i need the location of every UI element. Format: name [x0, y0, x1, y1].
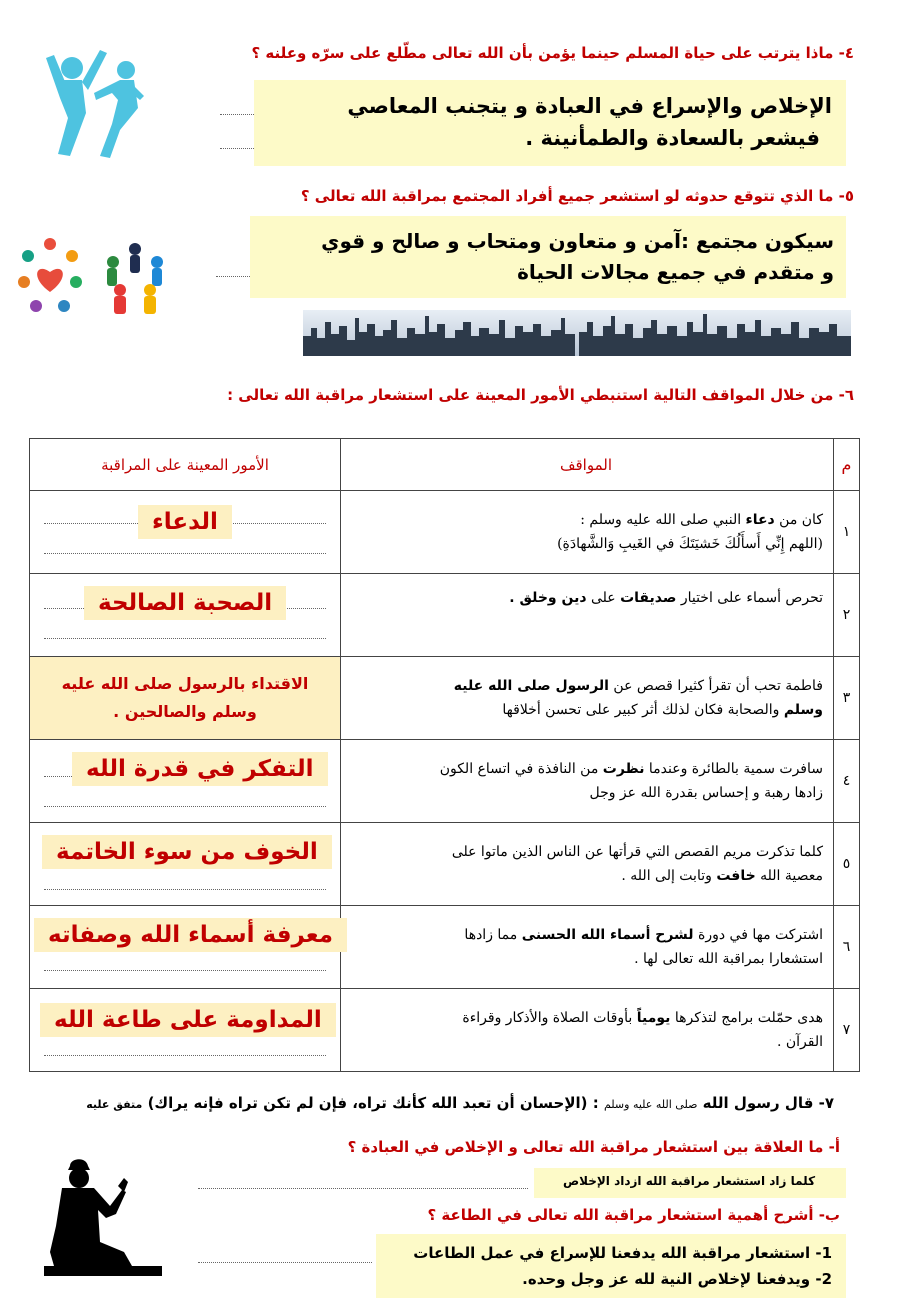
answer-line: [216, 276, 252, 277]
hadith-prefix: ٧- قال رسول الله: [697, 1094, 834, 1112]
answer-4-line2: فيشعر بالسعادة والطمأنينة .: [525, 126, 820, 150]
praying-man-icon: [14, 1156, 162, 1282]
answer-box-7b[interactable]: [376, 1234, 846, 1298]
row-number: ١: [834, 491, 860, 574]
situation-keyword: صديقات: [620, 590, 677, 606]
answer-tag-line: الاقتداء بالرسول صلى الله عليه: [61, 674, 309, 693]
situation-keyword: دعاء: [745, 512, 775, 528]
situation-text: سافرت سمية بالطائرة وعندما: [644, 761, 823, 777]
situation-text: على: [586, 590, 621, 606]
table-row: [30, 491, 860, 574]
row-number: ٥: [834, 823, 860, 906]
answer-line: [44, 638, 326, 639]
hadith-salutation: صلى الله عليه وسلم: [603, 1098, 698, 1111]
situation-cell: [341, 906, 834, 989]
situations-table: [29, 438, 860, 1072]
table-row: [30, 989, 860, 1072]
situation-cell: [341, 989, 834, 1072]
answer-tag: معرفة أسماء الله وصفاته: [34, 918, 347, 952]
answer-line: [44, 889, 326, 890]
answer-cell[interactable]: [30, 574, 341, 657]
row-number: ٤: [834, 740, 860, 823]
situation-keyword: يومياً: [636, 1010, 671, 1026]
situation-text: زادها رهبة و إحساس بقدرة الله عز وجل: [589, 785, 823, 801]
answer-tag: المداومة على طاعة الله: [40, 1003, 336, 1037]
answer-7b-line1: 1- استشعار مراقبة الله يدفعنا للإسراع في عمل الطاعات: [413, 1244, 832, 1262]
situation-text: مما زادها: [464, 927, 522, 943]
dancing-figures-icon: [40, 38, 150, 160]
answer-line: [198, 1262, 372, 1263]
situation-keyword: الرسول صلى الله عليه: [453, 678, 609, 694]
answer-5-line1: سيكون مجتمع :آمن و متعاون ومتحاب و صالح و قوي: [321, 229, 834, 253]
row-number: ٢: [834, 574, 860, 657]
situation-cell: [341, 574, 834, 657]
answer-box-5[interactable]: [250, 216, 846, 298]
table-row: [30, 823, 860, 906]
header-answers: الأمور المعينة على المراقبة: [30, 439, 341, 491]
answer-5-line2: و متقدم في جميع مجالات الحياة: [517, 260, 834, 284]
situation-text: القرآن .: [776, 1034, 823, 1050]
answer-line: [44, 1055, 326, 1056]
answer-tag: [30, 670, 340, 726]
answer-tag: الصحبة الصالحة: [84, 586, 286, 620]
situation-text: هدى حمّلت برامج لتذكرها: [670, 1010, 823, 1026]
situation-keyword: خافت: [716, 868, 756, 884]
situation-keyword: نظرت: [602, 761, 645, 777]
answer-line: [220, 114, 256, 115]
situation-keyword: لشرح أسماء الله الحسنى: [521, 927, 694, 943]
situation-text: استشعارا بمراقبة الله تعالى لها .: [634, 951, 823, 967]
question-7a: أ- ما العلاقة بين استشعار مراقبة الله تعالى و الإخلاص في العبادة ؟: [347, 1138, 840, 1156]
situation-text: كلما تذكرت مريم القصص التي قرأتها عن الناس الذين ماتوا على: [451, 844, 823, 860]
answer-tag: الدعاء: [138, 505, 232, 539]
answer-line: [44, 553, 326, 554]
table-row: [30, 906, 860, 989]
situation-text: تحرص أسماء على اختيار: [676, 590, 823, 606]
answer-line: [198, 1188, 528, 1189]
situation-text: اشتركت مها في دورة: [693, 927, 823, 943]
situation-text: وتابت إلى الله .: [621, 868, 717, 884]
situation-cell: [341, 657, 834, 740]
header-num: م: [834, 439, 860, 491]
situation-text: من النافذة في اتساع الكون: [439, 761, 603, 777]
table-header-row: [30, 439, 860, 491]
situation-text: (اللهم إِنِّي أَسأَلُكَ خَشيَتَكَ في الغَيبِ وَالشَّهادَةِ): [557, 536, 823, 552]
answer-tag-line: وسلم والصالحين .: [113, 702, 257, 721]
situation-text: بأوقات الصلاة والأذكار وقراءة: [462, 1010, 637, 1026]
answer-box-7a[interactable]: كلما زاد استشعار مراقبة الله ازداد الإخلاص: [534, 1168, 846, 1198]
table-row: [30, 740, 860, 823]
situation-text: كان من: [774, 512, 823, 528]
answer-line: [220, 148, 256, 149]
situation-keyword: وسلم: [783, 702, 823, 718]
hadith-source: متفق عليه: [86, 1098, 143, 1111]
situation-text: فاطمة تحب أن تقرأ كثيرا قصص عن: [608, 678, 823, 694]
answer-cell[interactable]: [30, 740, 341, 823]
header-situations: المواقف: [341, 439, 834, 491]
question-4: ٤- ماذا يترتب على حياة المسلم حينما يؤمن بأن الله تعالى مطّلع على سرّه وعلنه ؟: [251, 44, 854, 62]
situation-cell: [341, 740, 834, 823]
situation-text: النبي صلى الله عليه وسلم :: [580, 512, 746, 528]
people-circle-icon: [104, 240, 166, 314]
row-number: ٦: [834, 906, 860, 989]
answer-cell[interactable]: [30, 989, 341, 1072]
row-number: ٧: [834, 989, 860, 1072]
answer-tag: التفكر في قدرة الله: [72, 752, 328, 786]
answer-cell[interactable]: [30, 906, 341, 989]
answer-4-line1: الإخلاص والإسراع في العبادة و يتجنب المعاصي: [347, 94, 832, 118]
answer-tag: الخوف من سوء الخاتمة: [42, 835, 332, 869]
situation-text: والصحابة فكان لذلك أثر كبير على تحسن أخلاقها: [502, 702, 784, 718]
situation-cell: [341, 823, 834, 906]
situation-text: معصية الله: [755, 868, 823, 884]
answer-cell[interactable]: [30, 823, 341, 906]
situation-keyword: دين وخلق .: [509, 590, 587, 606]
answer-box-4[interactable]: [254, 80, 846, 166]
answer-line: [44, 970, 326, 971]
question-7b: ب- أشرح أهمية استشعار مراقبة الله تعالى في الطاعة ؟: [427, 1206, 840, 1224]
table-row: [30, 657, 860, 740]
answer-7b-line2: 2- ويدفعنا لإخلاص النية لله عز وجل وحده.: [522, 1270, 832, 1288]
answer-line: [44, 806, 326, 807]
question-5: ٥- ما الذي تتوقع حدوثه لو استشعر جميع أفراد المجتمع بمراقبة الله تعالى ؟: [300, 187, 854, 205]
row-number: ٣: [834, 657, 860, 740]
community-icon: [14, 234, 86, 318]
situation-cell: [341, 491, 834, 574]
hadith: [86, 1094, 834, 1112]
answer-cell[interactable]: [30, 657, 341, 740]
hadith-text: : (الإحسان أن تعبد الله كأنك تراه، فإن لم تكن تراه فإنه يراك): [142, 1094, 604, 1112]
city-skyline-image: [303, 310, 851, 356]
table-row: [30, 574, 860, 657]
answer-cell[interactable]: [30, 491, 341, 574]
question-6: ٦- من خلال المواقف التالية استنبطي الأمور المعينة على استشعار مراقبة الله تعالى :: [227, 386, 854, 404]
